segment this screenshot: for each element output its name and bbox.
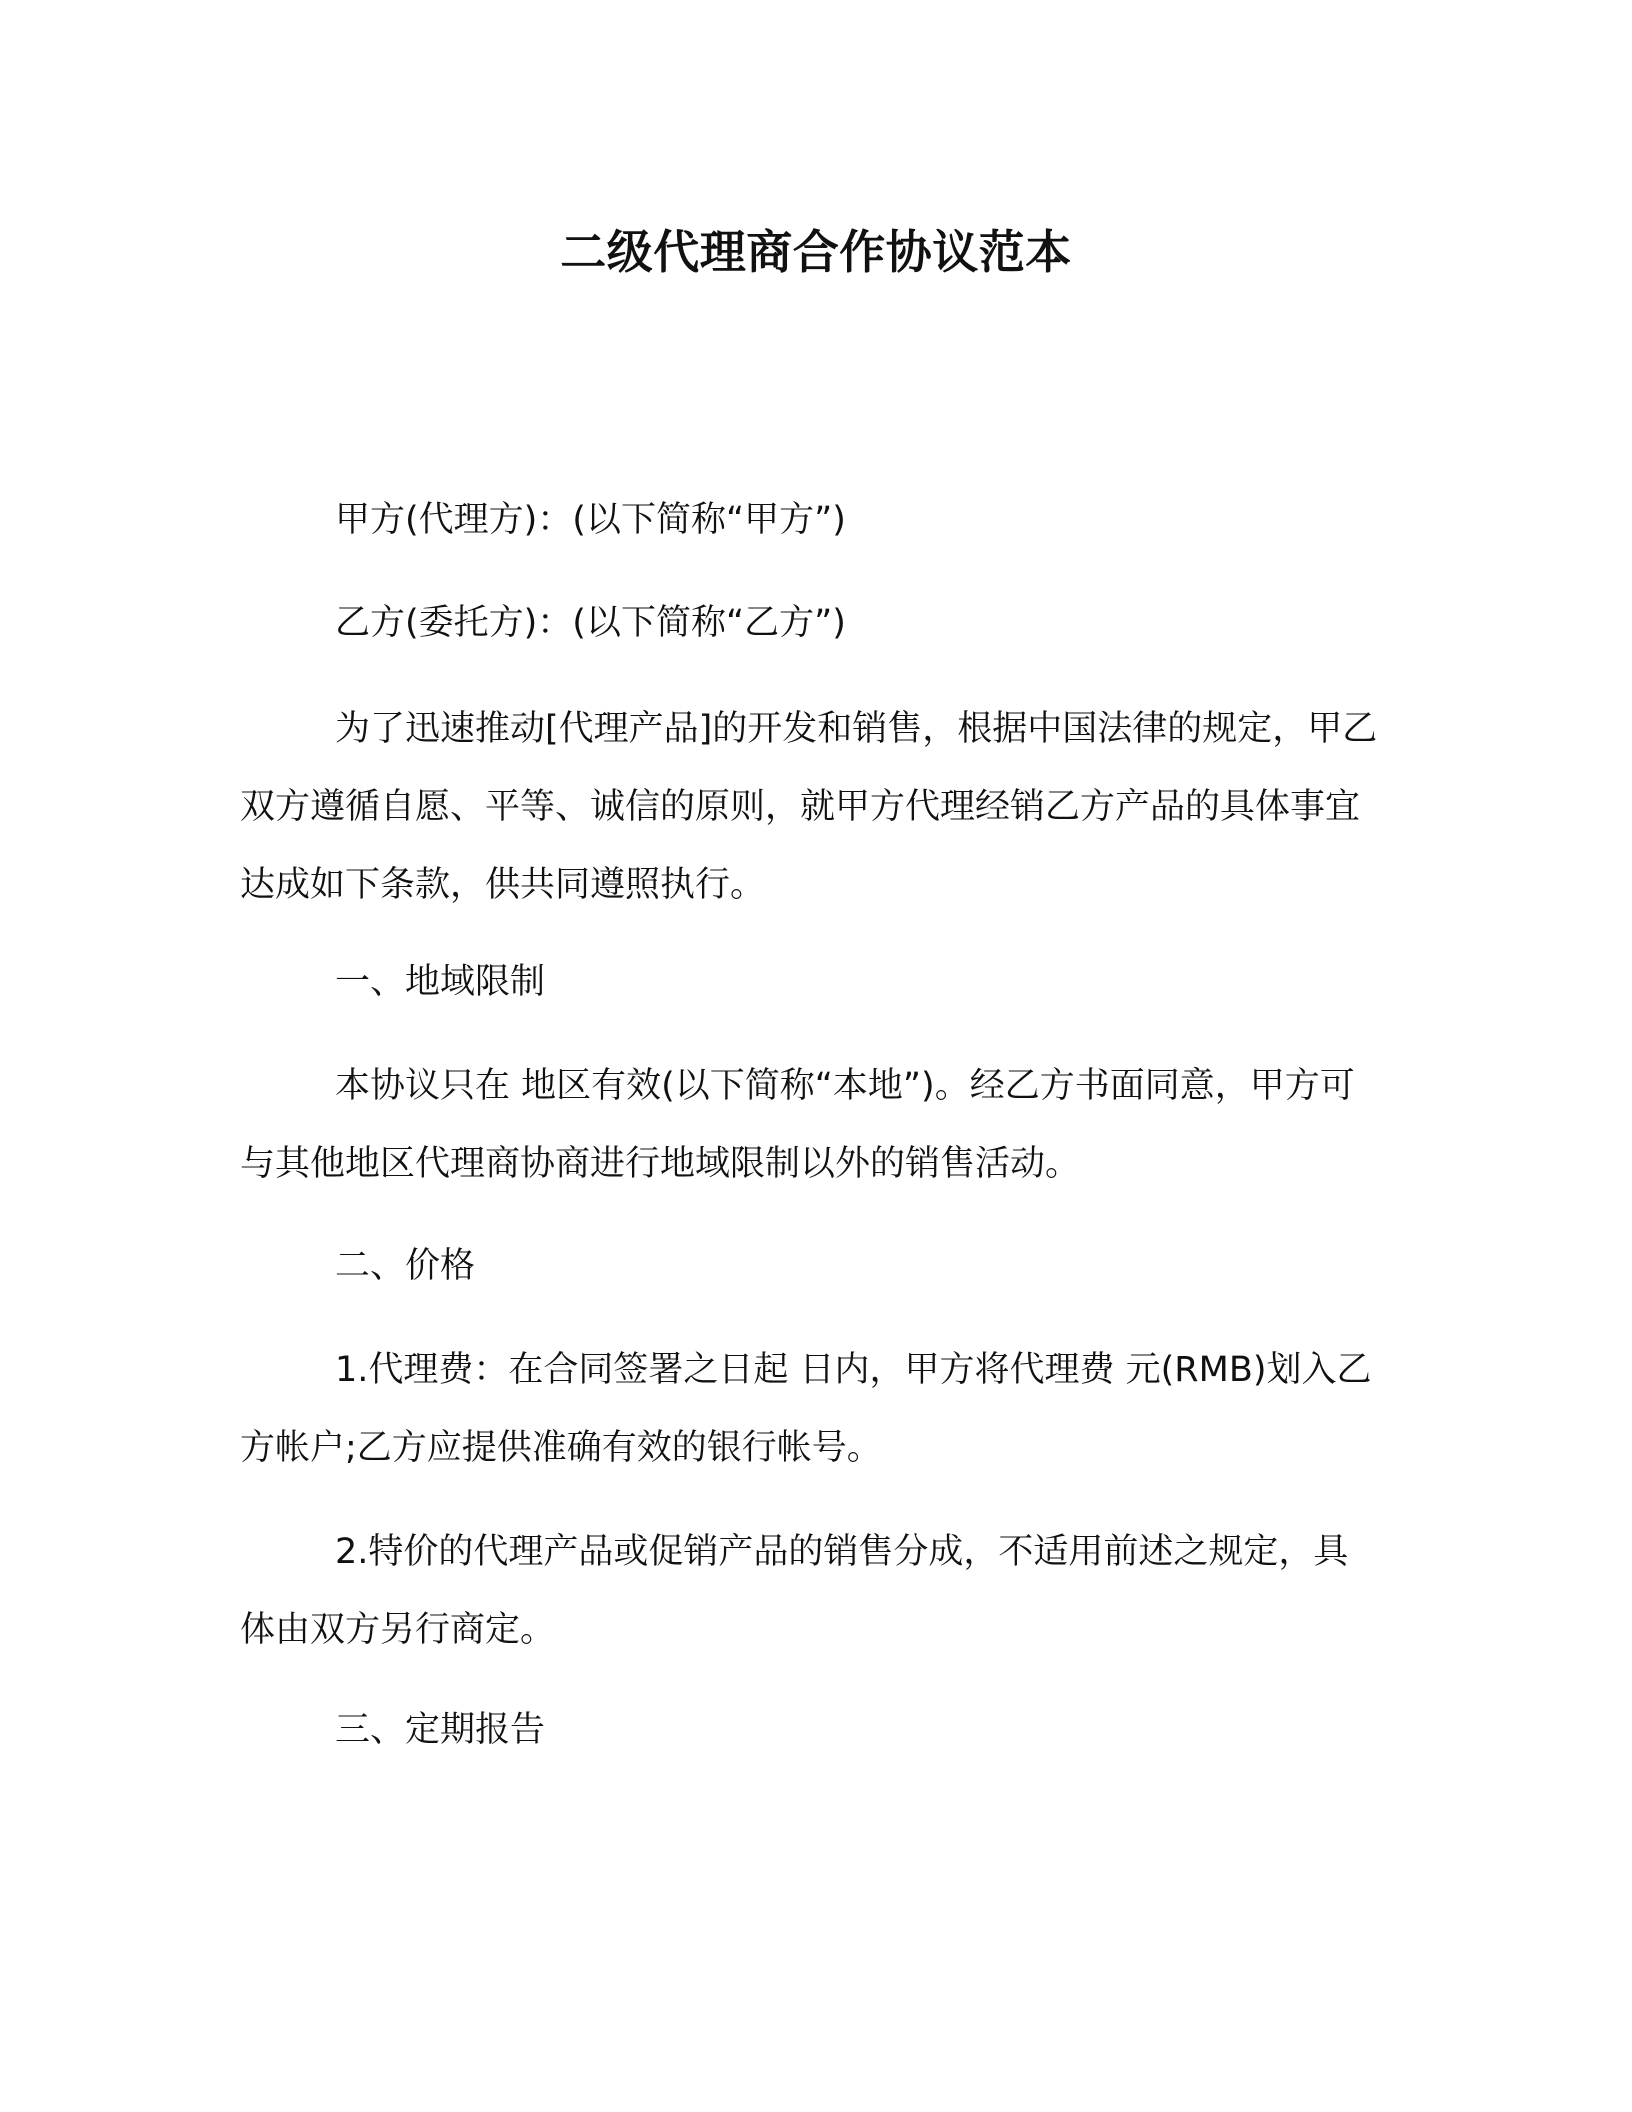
section-heading-price: 二、价格 [335, 1246, 476, 1286]
document-title: 二级代理商合作协议范本 [560, 225, 1072, 279]
section-heading-region: 一、地域限制 [335, 962, 546, 1002]
special-price-paragraph: 2.特价的代理产品或促销产品的销售分成，不适用前述之规定，具体由双方另行商定。 [240, 1532, 1349, 1650]
party-a-line: 甲方(代理方)：(以下简称“甲方”) [335, 500, 846, 540]
agency-fee-paragraph: 1.代理费：在合同签署之日起 日内，甲方将代理费 元(RMB)划入乙方帐户;乙方应提供准确有效的银行帐号。 [240, 1350, 1372, 1468]
section-heading-report: 三、定期报告 [335, 1710, 546, 1750]
party-b-line: 乙方(委托方)：(以下简称“乙方”) [335, 603, 846, 643]
preamble-paragraph: 为了迅速推动[代理产品]的开发和销售，根据中国法律的规定，甲乙双方遵循自愿、平等、诚信的原则，就甲方代理经销乙方产品的具体事宜达成如下条款，供共同遵照执行。 [240, 709, 1378, 905]
region-paragraph: 本协议只在 地区有效(以下简称“本地”)。经乙方书面同意，甲方可与其他地区代理商协商进行地域限制以外的销售活动。 [240, 1066, 1355, 1184]
